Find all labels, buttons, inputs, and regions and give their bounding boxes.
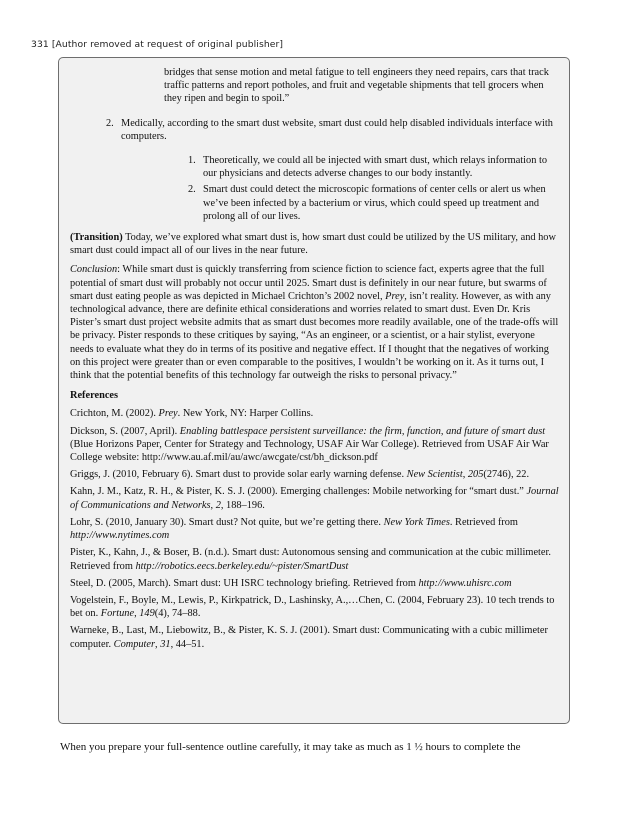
ref-text: (4), 74–88. (154, 608, 201, 620)
outline-item-2 (106, 117, 559, 143)
reference-item (70, 468, 559, 481)
sub-item-text: Smart dust could detect the microscopic formations of center cells or alert us when we’ve been infected by a bacterium or virus, which could speed up treatment and prolong all of our lives. (203, 184, 546, 222)
ref-text: Crichton, M. (2002). (70, 408, 159, 420)
reference-item (70, 407, 559, 420)
conclusion-paragraph (70, 263, 559, 382)
prey-title: Prey (385, 290, 405, 302)
ref-text: , 188–196. (220, 499, 265, 511)
sub-item-number: 2. (188, 184, 196, 196)
reference-item (70, 425, 559, 465)
reference-item (70, 594, 559, 620)
ref-title: Enabling battlespace persistent surveillance: the firm, function, and future of smart dust (179, 425, 546, 437)
ref-url: http://www.uhisrc.com (418, 577, 512, 589)
reference-item (70, 577, 559, 590)
ref-text: . New York, NY: Harper Collins. (177, 408, 314, 420)
ref-text: Lohr, S. (2010, January 30). Smart dust? Not quite, but we’re getting there. (70, 516, 384, 528)
ref-text: . Retrieved from (449, 516, 518, 528)
conclusion-text-cont: , isn’t reality. However, as with any technological advance, there are definite ethical considerations and worries related to smart dust. Even Dr. Kris Pister’s smart dust project website admits that as smart dust becomes more readily available, one of the trade-offs will be privacy. Pister responds to these critiques by saying, “As an engineer, or a scientist, or a hair stylist, everyone needs to evaluate what they do in terms of its positive and negative effect. If I thought that the negatives of working on this project were greater than or even comparable to the positives, I wouldn’t be working on it. As it turns out, I think that the potential benefits of this technology far outweigh the risks to personal privacy.” (70, 290, 559, 382)
body-paragraph-start: When you prepare your full-sentence outline carefully, it may take as much as 1 ½ hours to complete the (60, 741, 521, 753)
reference-item (70, 624, 559, 650)
ref-text: , (210, 499, 216, 511)
ref-url: http://www.nytimes.com (70, 530, 170, 542)
item-number: 2. (106, 117, 114, 129)
reference-item (70, 485, 559, 511)
sub-item-1 (188, 154, 559, 180)
ref-journal: New York Times (383, 516, 450, 528)
ref-url: http://robotics.eecs.berkeley.edu/~pister/SmartDust (135, 560, 349, 572)
ref-title: Prey (158, 408, 178, 420)
ref-text: Griggs, J. (2010, February 6). Smart dust to provide solar early warning defense. (70, 469, 407, 481)
ref-text: , 44–51. (170, 638, 205, 650)
ref-text: Warneke, B., Last, M., Liebowitz, B., & Pister, K. S. J. (2001). Smart dust: Communicating with a cubic millimeter computer. (70, 625, 548, 650)
ref-journal: Computer (113, 638, 156, 650)
ref-text: (Blue Horizons Paper, Center for Strategy and Technology, USAF Air War College). Retrieved from USAF Air War College website: http://www.au.af.mil/au/awc/awcgate/cst/bh_dickson.pdf (70, 438, 549, 464)
references-heading: References (70, 390, 119, 402)
ref-text: Kahn, J. M., Katz, R. H., & Pister, K. S. J. (2000). Emerging challenges: Mobile networking for “smart dust.” (70, 486, 527, 498)
ref-volume: 205 (467, 469, 484, 481)
transition-label: (Transition) (70, 232, 123, 244)
item-text: Medically, according to the smart dust website, smart dust could help disabled individuals interface with computers. (121, 117, 553, 142)
ref-text: , (134, 608, 140, 620)
ref-volume: 31 (160, 638, 171, 650)
reference-item (70, 516, 559, 542)
ref-journal: Journal of Communications and Networks (70, 486, 559, 511)
ref-text: Pister, K., Kahn, J., & Boser, B. (n.d.). Smart dust: Autonomous sensing and communication at the cubic millimeter. Retrieved from (70, 547, 551, 572)
continued-text: bridges that sense motion and metal fatigue to tell engineers they need repairs, cars that track traffic patterns and report potholes, and fruit and vegetable shipments that tell grocers when they ripen and begin to spoil.” (164, 67, 549, 105)
ref-text: Vogelstein, F., Boyle, M., Lewis, P., Kirkpatrick, D., Lashinsky, A.,…Chen, C. (2004, February 23). 10 tech trends to bet on. (70, 594, 555, 620)
ref-text: Steel, D. (2005, March). Smart dust: UH ISRC technology briefing. Retrieved from (70, 577, 419, 589)
sub-item-2 (188, 183, 559, 223)
ref-text: , (155, 638, 161, 650)
ref-text: (2746), 22. (483, 469, 530, 481)
conclusion-label: Conclusion (70, 264, 118, 276)
sub-item-number: 1. (188, 155, 196, 167)
ref-text: , (462, 469, 468, 481)
ref-volume: 2 (215, 499, 221, 511)
sub-item-text: Theoretically, we could all be injected with smart dust, which relays information to our physicians and detects adverse changes to our body instantly. (203, 155, 548, 180)
reference-item (70, 546, 559, 572)
transition-paragraph (70, 231, 559, 257)
ref-journal: Fortune (100, 608, 135, 620)
transition-text: Today, we’ve explored what smart dust is, how smart dust could be utilized by the US military, and how smart dust could impact all of our lives in the near future. (70, 232, 556, 257)
ref-text: Dickson, S. (2007, April). (70, 425, 180, 437)
conclusion-text: : While smart dust is quickly transferring from science fiction to science fact, experts agree that the full potential of smart dust will probably not occur until 2025. Smart dust is definitely in our near future, but swarms of smart dust eating people as was depicted in Michael Crichton’s 2002 novel, (70, 264, 547, 302)
outline-example-box (58, 57, 570, 724)
running-head: 331 [Author removed at request of original publisher] (31, 39, 284, 50)
ref-volume: 149 (139, 608, 155, 620)
ref-journal: New Scientist (406, 469, 463, 481)
